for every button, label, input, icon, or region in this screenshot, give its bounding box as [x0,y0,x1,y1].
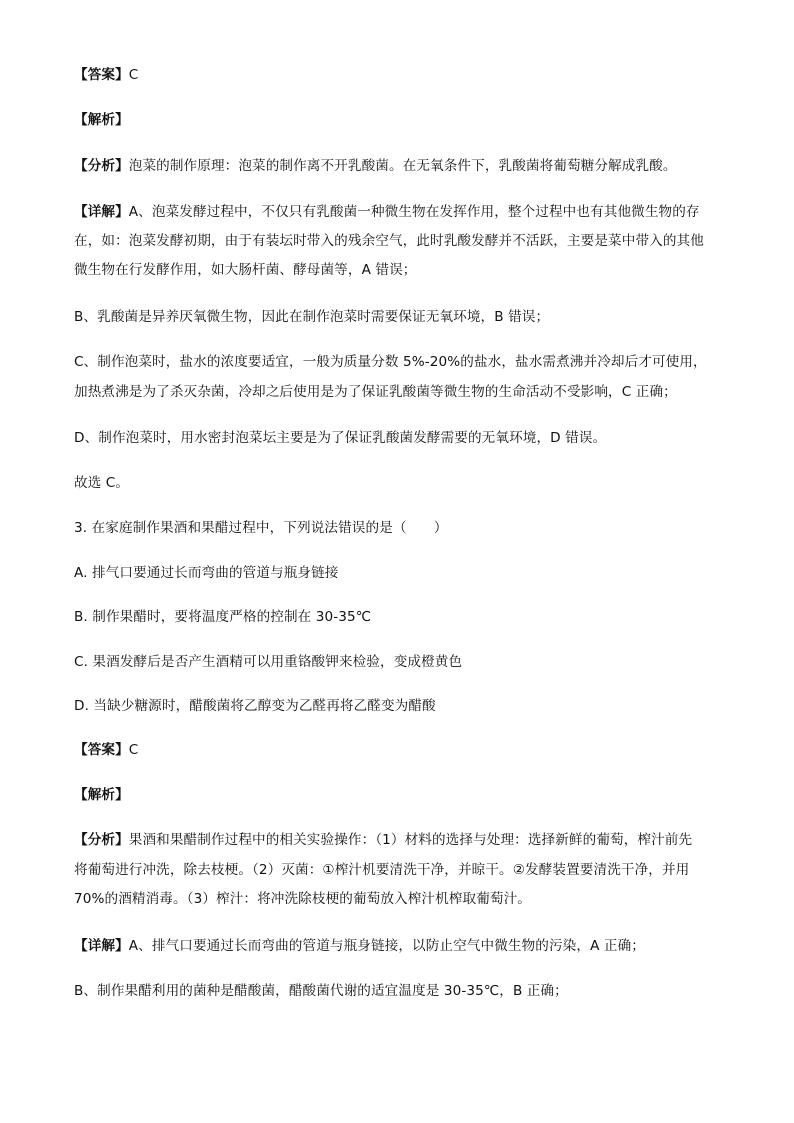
q3-answer-line [74,740,724,760]
xiangjie-tag: 【详解】 [74,204,129,220]
fenxi-tag: 【分析】 [74,158,129,174]
q3-fenxi-tag: 【分析】 [74,832,129,848]
question-3-option-b: B. 制作果醋时，要将温度严格的控制在 30-35℃ [74,609,372,625]
answer-tag: 【答案】 [74,67,129,83]
q3-fenxi-line-3: 70%的酒精消毒。（3）榨汁：将冲洗除枝梗的葡萄放入榨汁机榨取葡萄汁。 [74,891,531,907]
q3-analysis-heading [74,785,724,805]
choose-line: 故选 C。 [74,475,130,491]
xiangjie-line-2: 在，如：泡菜发酵初期，由于有装坛时带入的残余空气，此时乳酸发酵并不活跃，主要是菜中带入的其他 [74,233,704,249]
option-c-explanation-2: 加热煮沸是为了杀灭杂菌，冷却之后使用是为了保证乳酸菌等微生物的生命活动不受影响，C 正确； [74,384,677,400]
question-3-option-a: A. 排气口要通过长而弯曲的管道与瓶身链接 [74,565,339,581]
xiangjie-line-1 [74,202,724,222]
option-c-explanation-1: C、制作泡菜时，盐水的浓度要适宜，一般为质量分数 5%-20%的盐水，盐水需煮沸并冷却后才可使用， [74,354,707,370]
q3-option-b-explanation: B、制作果醋利用的菌种是醋酸菌，醋酸菌代谢的适宜温度是 30-35℃，B 正确； [74,983,568,999]
option-d-explanation: D、制作泡菜时，用水密封泡菜坛主要是为了保证乳酸菌发酵需要的无氧环境，D 错误。 [74,430,607,446]
analysis-heading [74,110,724,130]
question-3-stem: 3. 在家庭制作果酒和果醋过程中，下列说法错误的是（ ） [74,520,448,536]
q3-xiangjie-tag: 【详解】 [74,938,129,954]
q3-answer-value: C [128,742,139,758]
q3-answer-tag: 【答案】 [74,742,129,758]
question-3-option-c: C. 果酒发酵后是否产生酒精可以用重铬酸钾来检验，变成橙黄色 [74,654,463,670]
xiangjie-line-3: 微生物在行发酵作用，如大肠杆菌、酵母菌等，A 错误； [74,262,417,278]
option-b-explanation: B、乳酸菌是异养厌氧微生物，因此在制作泡菜时需要保证无氧环境，B 错误； [74,309,550,325]
q3-fenxi-text: 果酒和果醋制作过程中的相关实验操作：（1）材料的选择与处理：选择新鲜的葡萄，榨汁前先 [128,832,693,848]
question-3-option-d: D. 当缺少糖源时，醋酸菌将乙醇变为乙醛再将乙醛变为醋酸 [74,698,436,714]
q3-fenxi-line-1 [74,830,724,850]
q3-analysis-tag: 【解析】 [74,787,129,803]
analysis-tag: 【解析】 [74,112,129,128]
answer-line [74,65,724,85]
fenxi-text: 泡菜的制作原理：泡菜的制作离不开乳酸菌。在无氧条件下，乳酸菌将葡萄糖分解成乳酸。 [128,158,677,174]
q3-fenxi-line-2: 将葡萄进行冲洗，除去枝梗。（2）灭菌：①榨汁机要清洗干净，并晾干。②发酵装置要清洗干净，并用 [74,862,690,878]
q3-xiangjie-text: A、排气口要通过长而弯曲的管道与瓶身链接，以防止空气中微生物的污染，A 正确； [128,938,645,954]
xiangjie-text: A、泡菜发酵过程中，不仅只有乳酸菌一种微生物在发挥作用，整个过程中也有其他微生物的存 [128,204,700,220]
answer-value: C [128,67,139,83]
q3-xiangjie-line [74,936,724,956]
fenxi-paragraph [74,156,724,176]
